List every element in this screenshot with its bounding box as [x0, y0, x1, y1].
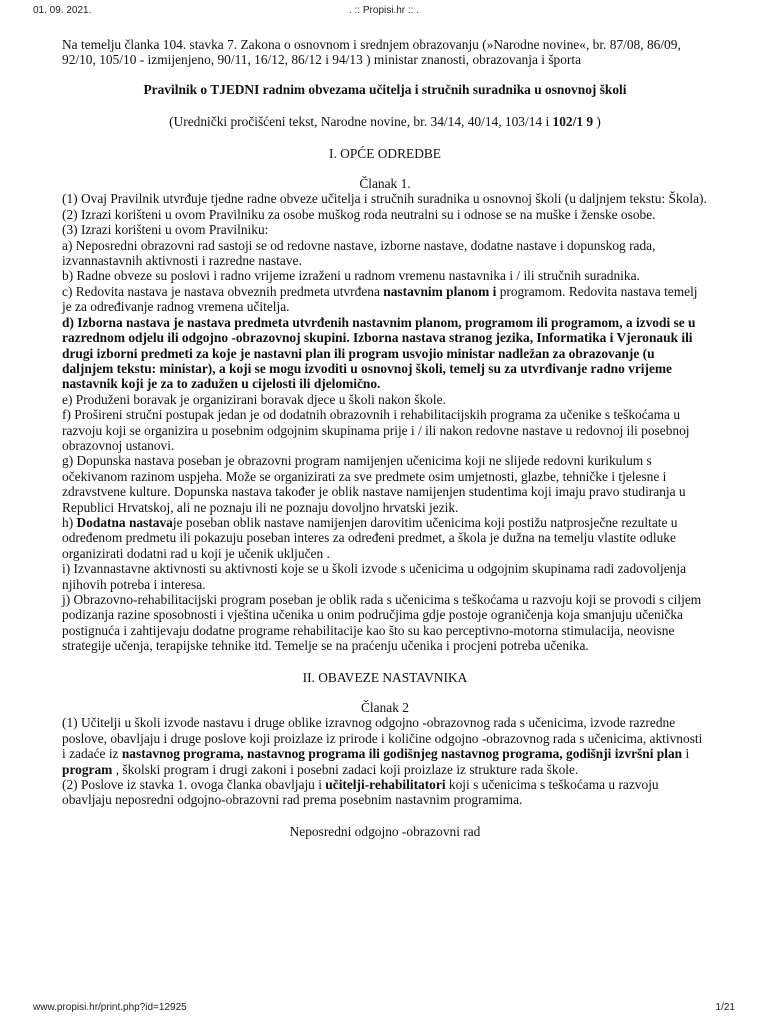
article1-item-d: d) Izborna nastava je nastava predmeta utvrđenih nastavnim planom, programom ili programom, a izvodi se u razrednom odjelu ili odgojno -obrazovnoj skupini. Izborna nastava stranog jezika, Informatika i Vjeronauk ili drugi izborni predmeti za koje je nastavni plan ili program usvojio ministar nadležan za obrazovanje (u daljnjem tekstu: ministar), a koji se mogu izvoditi u osnovnoj školi, temelj su za utvrđivanje radno vrijeme nastavnik koji je za to zadužen u cijelosti ili djelomično. [62, 314, 696, 392]
page-number: 1/21 [715, 1002, 735, 1013]
article1-item-c [62, 284, 708, 315]
article1-paragraph-1: (1) Ovaj Pravilnik utvrđuje tjedne radne obveze učitelja i stručnih suradnika u osnovnoj školi (u daljnjem tekstu: Škola). [62, 191, 707, 207]
p1-text-end: , školski program i drugi zakoni i posebni zadaci koji proizlaze iz strukture rada škole. [112, 761, 579, 777]
print-footer [0, 1000, 768, 1016]
article1-item-a: a) Neposredni obrazovni rad sastoji se od redovne nastave, izborne nastave, dodatne nastave i dopunskog rada, izvannastavnih aktivnosti i razredne nastave. [62, 237, 656, 269]
article1-item-b: b) Radne obveze su poslovi i radno vrijeme izraženi u radnom vremenu nastavnika i / ili stručnih suradnika. [62, 268, 640, 284]
item-c-text-end: programom. Redovita nastava temelj je za određivanje radnog vremena učitelja. [62, 283, 698, 315]
print-header [0, 3, 768, 19]
item-h-prefix: h) [62, 514, 77, 530]
article2-paragraph-1 [62, 715, 708, 777]
p2-text-end: koji s učenicima s teškoćama u razvoju obavljaju neposredni odgojno-obrazovni rad prema posebnim nastavnim programima. [62, 777, 659, 808]
article1-item-e: e) Produženi boravak je organizirani boravak djece u školi nakon škole. [62, 391, 446, 407]
article1-item-f: f) Prošireni stručni postupak jedan je od dodatnih obrazovnih i rehabilitacijskih programa za učenike s teškoćama u razvoju koji se organizira u posebnim odgojnim skupinama prije i / ili nakon redovne nastave u redovnoj ili posebnoj obrazovnoj ustanovi. [62, 407, 690, 453]
section-heading-2: II. OBAVEZE NASTAVNIKA [302, 669, 468, 685]
section-heading-1: I. OPĆE ODREDBE [329, 145, 441, 161]
subtitle-text: (Urednički pročišćeni tekst, Narodne novine, br. 34/14, 40/14, 103/14 i [169, 114, 553, 130]
item-c-text: c) Redovita nastava je nastava obveznih predmeta utvrđena [62, 283, 384, 299]
article2-paragraph-2 [62, 777, 708, 808]
article1-paragraph-3: (3) Izrazi korišteni u ovom Pravilniku: [62, 222, 269, 238]
article1-paragraph-2: (2) Izrazi korišteni u ovom Pravilniku za osobe muškog roda neutralni su i odnose se na muške i ženske osobe. [62, 206, 656, 222]
article1-item-j: j) Obrazovno-rehabilitacijski program poseban je oblik rada s učenicima s teškoćama u razvoju koji se provodi s ciljem podizanja razine sposobnosti i vještina učenika u onim područjima gdje postoje ograničenja koja smanjuju učenička postignuća i zahtijevaju dodatne programe rehabilitacije kao što su kao perceptivno-motorna stimulacija, neovisne strategije učenja, terapijske tehnike itd. Temelje se na praćenju učenika i procjeni potreba učenika. [62, 592, 702, 654]
article-heading-2: Članak 2 [361, 700, 409, 716]
document-title: Pravilnik o TJEDNI radnim obvezama učitelja i stručnih suradnika u osnovnoj školi [143, 81, 627, 97]
article1-item-g: g) Dopunska nastava poseban je obrazovni program namijenjen učenicima koji ne slijede redovni kurikulum s očekivanom razinom uspjeha. Može se organizirati za sve predmete osim umjetnosti, glazbe, tehničke i tjelesne i zdravstvene kulture. Dopunska nastava također je oblik nastave namijenjen studentima koji imaju pravo studiranja u Republici Hrvatskoj, ali ne poznaju ili ne poznaju dovoljno hrvatski jezik. [62, 453, 686, 515]
subtitle-bold: 102/1 9 [552, 114, 594, 130]
p1-text: (1) Učitelji u školi izvode nastavu i druge oblike izravnog odgojno -obrazovnog rada s učenicima, izvode razredne poslove, obavljaju i druge poslove koji proizlaze iz prirode i količine odgojno -obrazovnog rada s učenicima, aktivnosti i zadaće iz [62, 715, 703, 762]
p2-text: (2) Poslove iz stavka 1. ovoga članka obavljaju i [62, 777, 326, 793]
p1-bold-2: program [62, 761, 113, 777]
document-body [62, 37, 708, 839]
page-url: www.propisi.hr/print.php?id=12925 [33, 1002, 187, 1013]
p1-bold-1: nastavnog programa, nastavnog programa ili godišnjeg nastavnog programa, godišnji izvršni plan [121, 746, 683, 762]
item-c-bold: nastavnim planom i [383, 283, 497, 299]
site-title: . :: Propisi.hr :: . [348, 5, 420, 16]
subheading: Neposredni odgojno -obrazovni rad [289, 823, 481, 839]
document-subtitle [62, 114, 708, 129]
item-h-text: je poseban oblik nastave namijenjen darovitim učenicima koji postižu natprosječne rezultate u određenom predmetu ili pokazuju poseban interes za određeni predmet, a škola je dužna na temelju vlastite odluke organizirati dodatni rad u koji je učenik uključen . [62, 514, 678, 561]
item-h-bold: Dodatna nastava [76, 514, 173, 530]
intro-paragraph: Na temelju članka 104. stavka 7. Zakona o osnovnom i srednjem obrazovanju (»Narodne novine«, br. 87/08, 86/09, 92/10, 105/10 - izmijenjeno, 90/11, 16/12, 86/12 i 94/13 ) ministar znanosti, obrazovanja i športa [62, 37, 681, 68]
subtitle-end: ) [593, 114, 601, 130]
p2-bold: učitelji-rehabilitatori [325, 777, 446, 793]
print-date: 01. 09. 2021. [33, 5, 92, 16]
article1-item-h [62, 515, 708, 561]
article-heading-1: Članak 1. [359, 176, 411, 192]
p1-mid: i [682, 746, 690, 762]
article1-item-i: i) Izvannastavne aktivnosti su aktivnosti koje se u školi izvode s učenicima u odgojnim skupinama radi zadovoljenja njihovih potreba i interesa. [62, 561, 687, 592]
